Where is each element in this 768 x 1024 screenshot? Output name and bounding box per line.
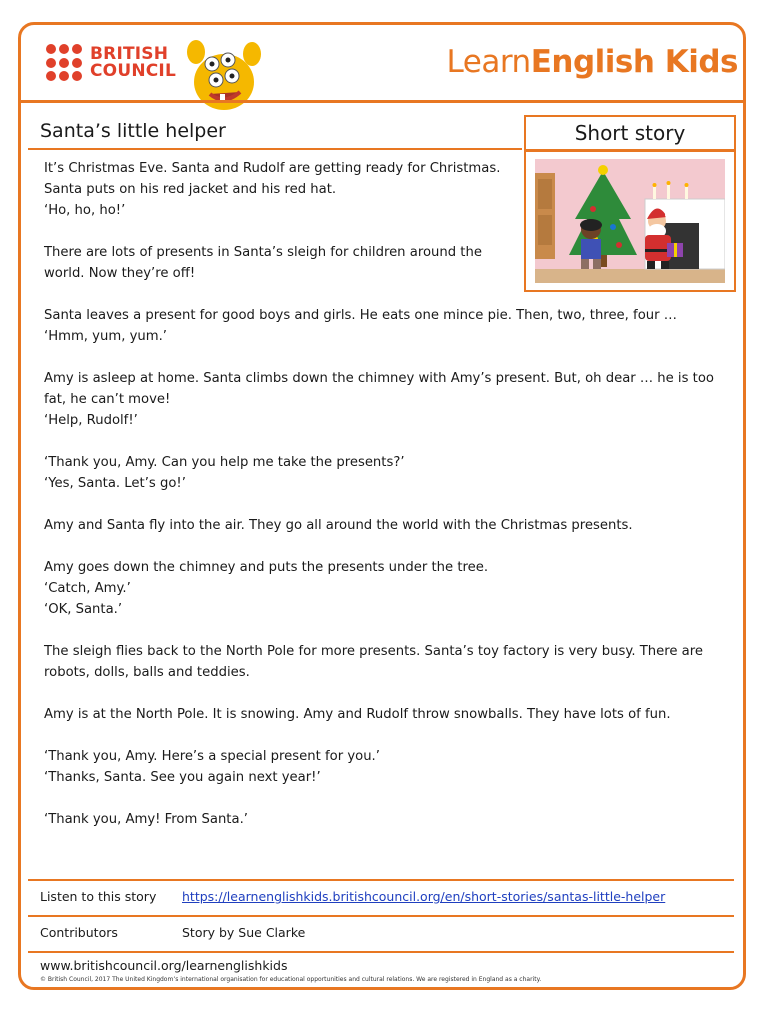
header-divider xyxy=(18,100,746,103)
title-underline xyxy=(28,148,522,150)
category-label: Short story xyxy=(574,121,686,145)
story-paragraph: Amy goes down the chimney and puts the presents under the tree. ‘Catch, Amy.’ ‘OK, Santa.’ xyxy=(44,560,489,617)
story-body xyxy=(44,158,728,851)
story-paragraph: Amy is at the North Pole. It is snowing. Amy and Rudolf throw snowballs. They have lots of fun. xyxy=(44,707,671,722)
story-audio-link[interactable]: https://learnenglishkids.britishcouncil.org/en/short-stories/santas-little-helper xyxy=(182,889,666,904)
story-paragraph: ‘Thank you, Amy! From Santa.’ xyxy=(44,812,248,827)
footer-website[interactable]: www.britishcouncil.org/learnenglishkids xyxy=(40,958,288,973)
story-paragraph: There are lots of presents in Santa’s sleigh for children around the world. Now they’re off! xyxy=(44,245,482,281)
contributors-label: Contributors xyxy=(40,925,118,940)
story-paragraph: Amy is asleep at home. Santa climbs down the chimney with Amy’s present. But, oh dear … he is too fat, he can’t move! ‘Help, Rudolf!’ xyxy=(44,371,714,428)
footer-legal-text: © British Council, 2017 The United Kingdom’s international organisation for educational opportunities and cultural relations. We are registered in England as a charity. xyxy=(40,976,542,983)
brand-learn: Learn xyxy=(446,44,531,80)
learnenglish-kids-logo[interactable] xyxy=(447,44,738,80)
story-paragraph: ‘Thank you, Amy. Can you help me take the presents?’ ‘Yes, Santa. Let’s go!’ xyxy=(44,455,405,491)
story-paragraph: Santa leaves a present for good boys and girls. He eats one mince pie. Then, two, three, four … ‘Hmm, yum, yum.’ xyxy=(44,308,677,344)
info-divider-top xyxy=(28,879,734,881)
story-paragraph: Amy and Santa fly into the air. They go all around the world with the Christmas presents. xyxy=(44,518,633,533)
brand-english-kids: English Kids xyxy=(530,44,738,80)
story-paragraph: The sleigh flies back to the North Pole for more presents. Santa’s toy factory is very busy. There are robots, dolls, balls and teddies. xyxy=(44,644,703,680)
story-paragraph: It’s Christmas Eve. Santa and Rudolf are getting ready for Christmas. Santa puts on his red jacket and his red hat. ‘Ho, ho, ho!’ xyxy=(44,161,501,218)
listen-label: Listen to this story xyxy=(40,889,157,904)
monster-mascot-icon xyxy=(176,34,268,116)
british-council-logo[interactable] xyxy=(46,44,176,82)
contributors-value: Story by Sue Clarke xyxy=(182,925,306,940)
category-label-box xyxy=(524,115,736,151)
info-divider-middle xyxy=(28,915,734,917)
story-paragraph: ‘Thank you, Amy. Here’s a special present for you.’ ‘Thanks, Santa. See you again next year!’ xyxy=(44,749,380,785)
org-name-line2: COUNCIL xyxy=(90,61,176,81)
org-name-line1: BRITISH xyxy=(90,44,169,64)
british-council-dots-icon xyxy=(46,44,84,82)
info-divider-bottom xyxy=(28,951,734,953)
story-title: Santa’s little helper xyxy=(40,120,226,142)
